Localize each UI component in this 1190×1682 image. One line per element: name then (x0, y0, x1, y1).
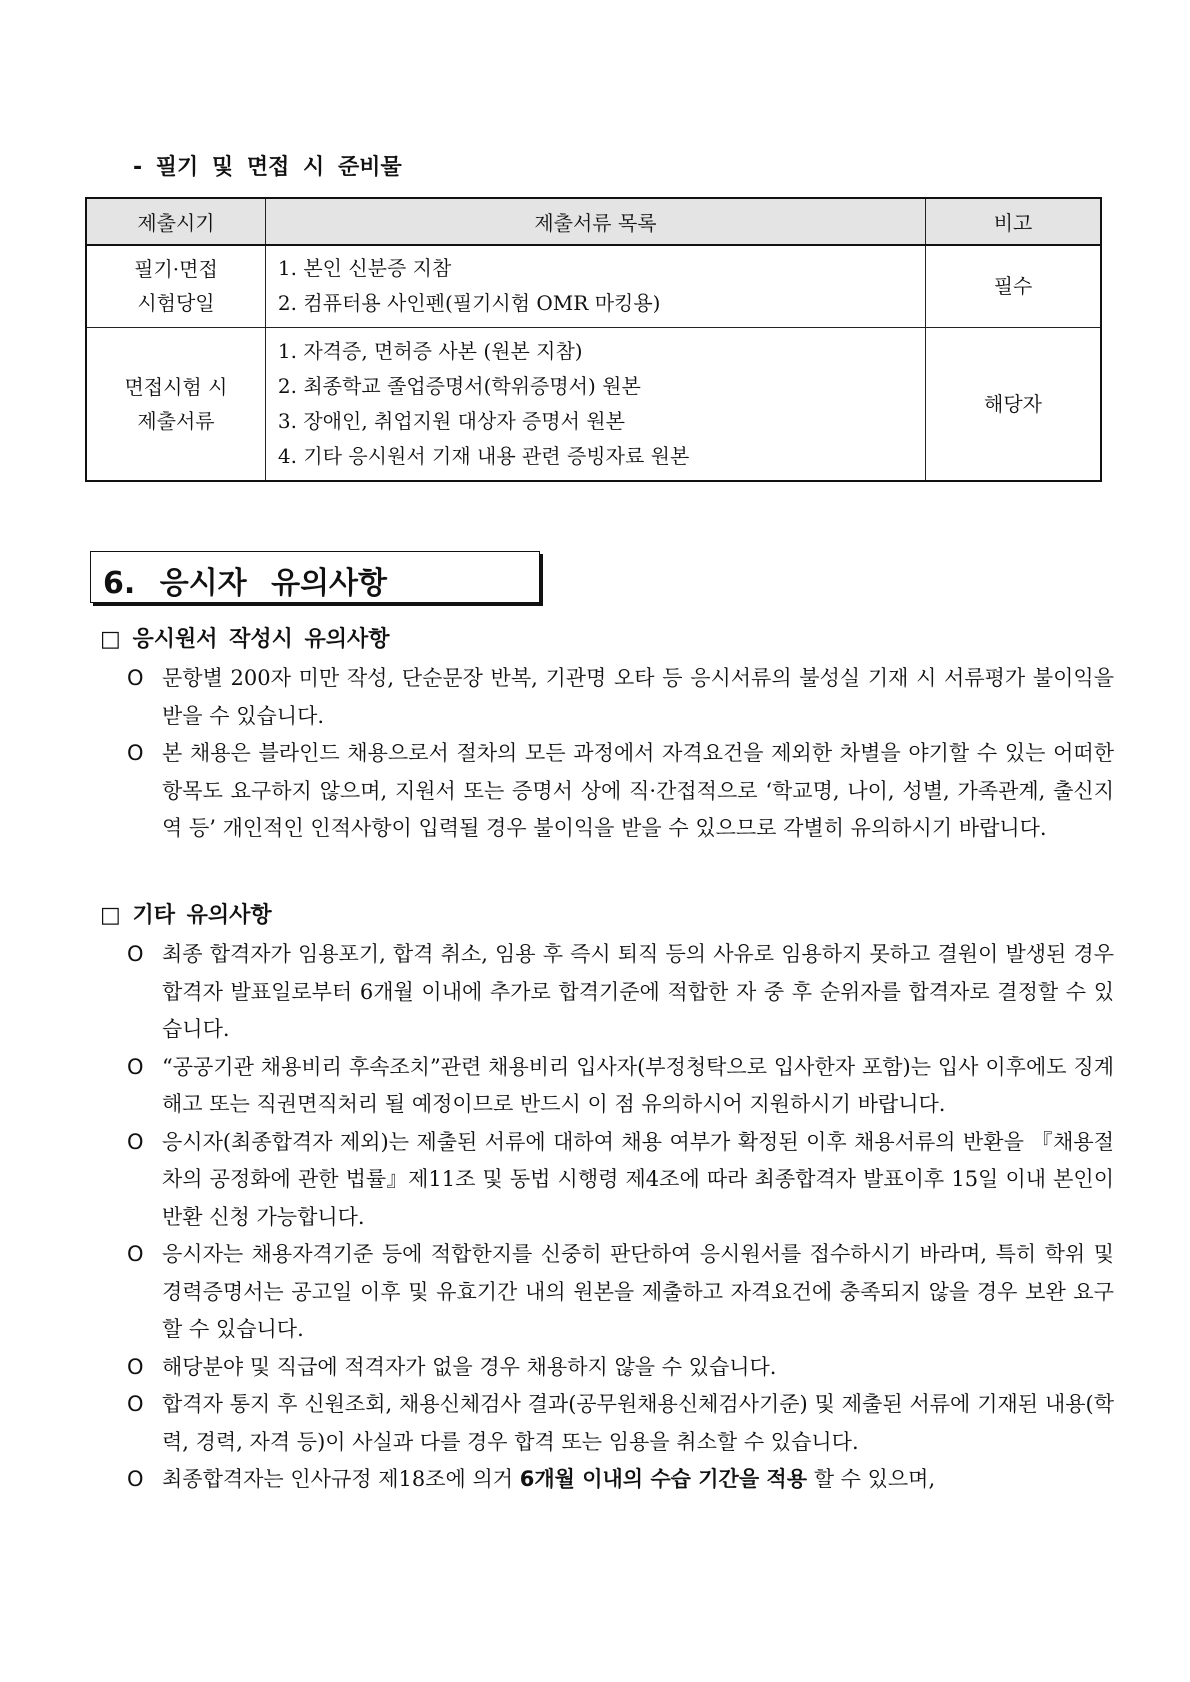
bullet-marker: O (127, 1054, 144, 1079)
note-cell: 필수 (926, 245, 1101, 327)
list-item: O 해당분야 및 직급에 적격자가 없을 경우 채용하지 않을 수 있습니다. (127, 1349, 1114, 1387)
list-item: O 최종합격자는 인사규정 제18조에 의거 6개월 이내의 수습 기간을 적용 할 수 있으며, (127, 1461, 1114, 1499)
timing-cell: 면접시험 시 제출서류 (86, 327, 265, 481)
probation-emphasis: 6개월 이내의 수습 기간을 적용 (519, 1467, 808, 1491)
bullet-marker: O (127, 1467, 144, 1491)
submission-table (85, 197, 1102, 482)
subsection-heading-other: □ 기타 유의사항 (100, 903, 272, 928)
bullet-marker: O (127, 741, 144, 765)
bullet-marker: O (127, 1392, 144, 1416)
bullet-marker: O (127, 942, 144, 966)
list-item: O 응시자는 채용자격기준 등에 적합한지를 신중히 판단하여 응시원서를 접수하시기 바라며, 특히 학위 및 경력증명서는 공고일 이후 및 유효기간 내의 원본을 제출하고 자격요건에 충족되지 않을 경우 보완 요구할 수 있습니다. (127, 1236, 1114, 1349)
list-item: 2. 최종학교 졸업증명서(학위증명서) 원본 (277, 373, 641, 398)
timing-cell: 필기·면접 시험당일 (86, 245, 265, 327)
list-item: 1. 본인 신분증 지참 (277, 256, 452, 281)
application-notes-list (127, 660, 1114, 848)
section-heading: 6. 응시자 유의사항 (103, 566, 388, 601)
list-item: 2. 컴퓨터용 사인펜(필기시험 OMR 마킹용) (277, 291, 661, 316)
bullet-marker: O (127, 1129, 144, 1154)
list-item: O “공공기관 채용비리 후속조치”관련 채용비리 입사자(부정청탁으로 입사한자 포함)는 입사 이후에도 징계해고 또는 직권면직처리 될 예정이므로 반드시 이 점 유의하시어 지원하시기 바랍니다. (127, 1049, 1114, 1124)
list-item: O 문항별 200자 미만 작성, 단순문장 반복, 기관명 오타 등 응시서류의 불성실 기재 시 서류평가 불이익을 받을 수 있습니다. (127, 660, 1114, 735)
bullet-marker: O (127, 666, 144, 690)
other-notes-list (127, 936, 1114, 1499)
prep-items-subtitle: - 필기 및 면접 시 준비물 (133, 155, 402, 180)
note-cell: 해당자 (926, 327, 1101, 481)
list-item: O 합격자 통지 후 신원조회, 채용신체검사 결과(공무원채용신체검사기준) 및 제출된 서류에 기재된 내용(학력, 경력, 자격 등)이 사실과 다를 경우 합격 또는 임용을 취소할 수 있습니다. (127, 1386, 1114, 1461)
subsection-heading-application: □ 응시원서 작성시 유의사항 (100, 627, 390, 652)
table-row (86, 327, 1101, 481)
list-item: 3. 장애인, 취업지원 대상자 증명서 원본 (277, 408, 625, 433)
list-item: O 본 채용은 블라인드 채용으로서 절차의 모든 과정에서 자격요건을 제외한 차별을 야기할 수 있는 어떠한 항목도 요구하지 않으며, 지원서 또는 증명서 상에 직·간접적으로 ‘학교명, 나이, 성별, 가족관계, 출신지역 등’ 개인적인 인적사항이 입력될 경우 불이익을 받을 수 있으므로 각별히 유의하시기 바랍니다. (127, 735, 1114, 848)
table-header-row (86, 198, 1101, 245)
section-heading-box (90, 551, 540, 603)
list-item: 1. 자격증, 면허증 사본 (원본 지참) (277, 338, 583, 363)
header-timing: 제출시기 (86, 198, 265, 245)
document-list-cell (265, 245, 925, 327)
header-note: 비고 (926, 198, 1101, 245)
header-document-list: 제출서류 목록 (265, 198, 925, 245)
table-row (86, 245, 1101, 327)
bullet-marker: O (127, 1242, 144, 1266)
list-item: 4. 기타 응시원서 기재 내용 관련 증빙자료 원본 (277, 443, 690, 468)
document-list-cell (265, 327, 925, 481)
bullet-marker: O (127, 1354, 144, 1379)
list-item: O 최종 합격자가 임용포기, 합격 취소, 임용 후 즉시 퇴직 등의 사유로 임용하지 못하고 결원이 발생된 경우 합격자 발표일로부터 6개월 이내에 추가로 합격기준에 적합한 자 중 후 순위자를 합격자로 결정할 수 있습니다. (127, 936, 1114, 1049)
list-item: O 응시자(최종합격자 제외)는 제출된 서류에 대하여 채용 여부가 확정된 이후 채용서류의 반환을 『채용절차의 공정화에 관한 법률』제11조 및 동법 시행령 제4조에 따라 최종합격자 발표이후 15일 이내 본인이 반환 신청 가능합니다. (127, 1124, 1114, 1237)
